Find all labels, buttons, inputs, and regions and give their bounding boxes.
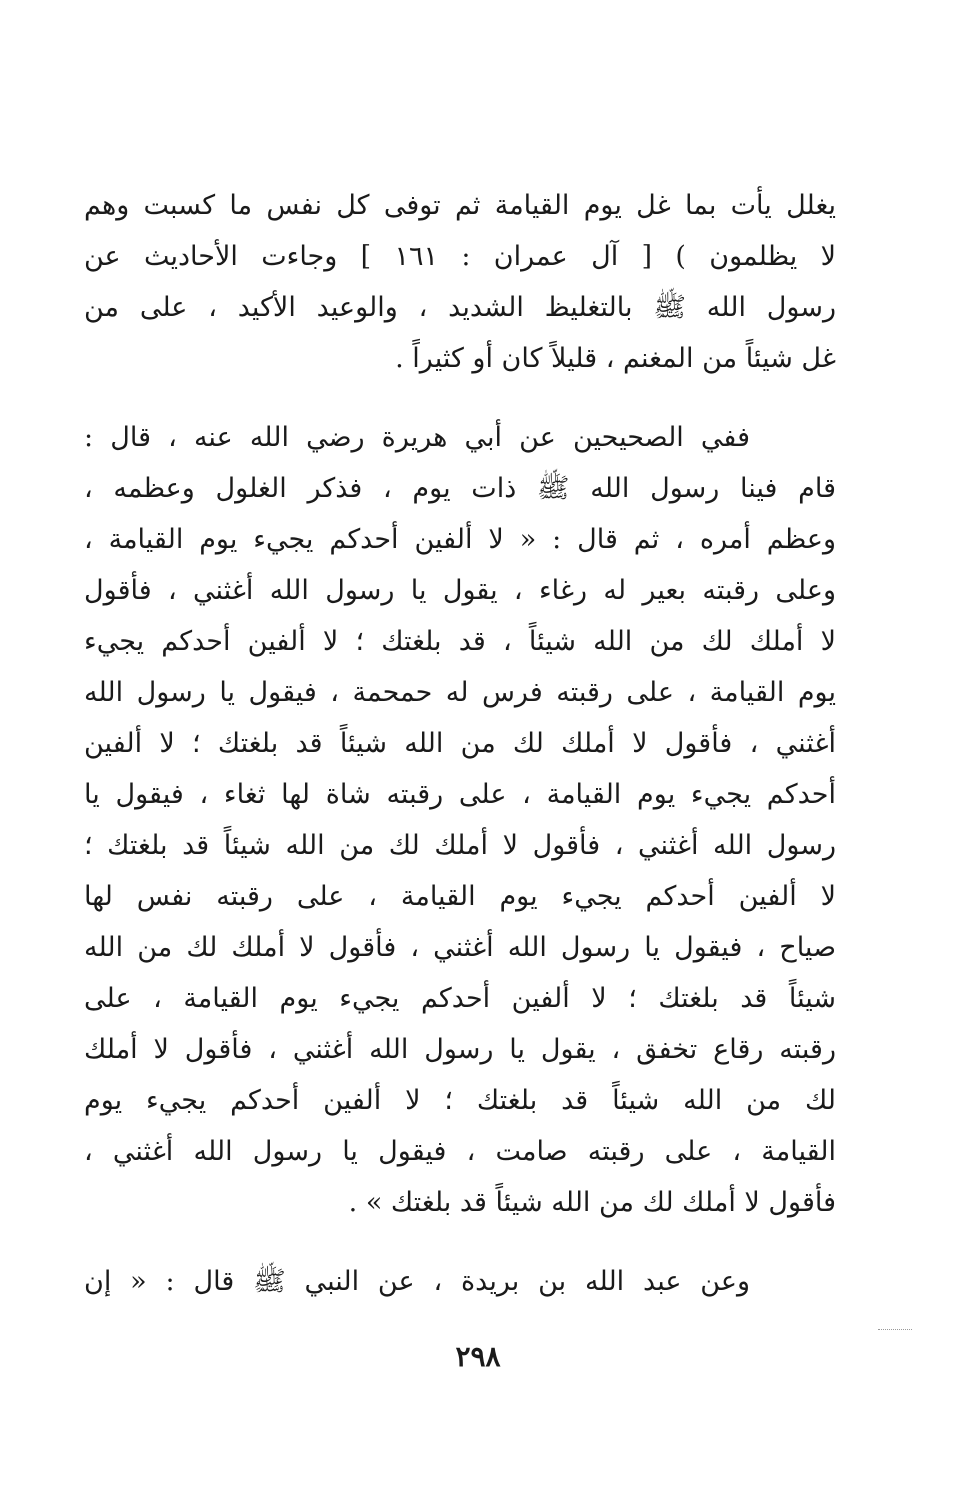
page-number: ٢٩٨ [455,1340,501,1373]
text-line: شيئاً قد بلغتك ؛ لا ألفين أحدكم يجيء يوم القيامة ، على [84,983,836,1014]
text-line: صياح ، فيقول يا رسول الله أغثني ، فأقول لا أملك لك من الله [84,932,836,963]
text-line: القيامة ، على رقبته صامت ، فيقول يا رسول الله أغثني ، [84,1136,836,1167]
text-line: وعن عبد الله بن بريدة ، عن النبي ﷺ قال : « إن [84,1266,750,1297]
text-line: أحدكم يجيء يوم القيامة ، على رقبته شاة لها ثغاء ، فيقول يا [84,779,836,810]
text-line: وعظم أمره ، ثم قال : « لا ألفين أحدكم يجيء يوم القيامة ، [84,524,836,555]
text-line: لا يظلمون ) [ آل عمران : ١٦١ ] وجاءت الأحاديث عن [84,241,836,272]
text-line: يوم القيامة ، على رقبته فرس له حمحمة ، فيقول يا رسول الله [84,677,836,708]
text-line: غل شيئاً من المغنم ، قليلاً كان أو كثيراً . [395,343,836,374]
text-line: يغلل يأت بما غل يوم القيامة ثم توفى كل نفس ما كسبت وهم [84,190,836,221]
text-line: فأقول لا أملك لك من الله شيئاً قد بلغتك » . [348,1187,836,1218]
scan-mark [878,1329,912,1332]
paragraph-2 [84,412,836,1228]
text-line: رسول الله أغثني ، فأقول لا أملك لك من الله شيئاً قد بلغتك ؛ [84,830,836,861]
text-line: لك من الله شيئاً قد بلغتك ؛ لا ألفين أحدكم يجيء يوم [84,1085,836,1116]
text-line: وعلى رقبته بعير له رغاء ، يقول يا رسول الله أغثني ، فأقول [84,575,836,606]
paragraph-3 [84,1256,836,1307]
text-line: قام فينا رسول الله ﷺ ذات يوم ، فذكر الغلول وعظمه ، [84,473,836,504]
text-line: ففي الصحيحين عن أبي هريرة رضي الله عنه ، قال : [84,422,750,453]
text-line: رقبته رقاع تخفق ، يقول يا رسول الله أغثني ، فأقول لا أملك [84,1034,836,1065]
text-line: رسول الله ﷺ بالتغليظ الشديد ، والوعيد الأكيد ، على من [84,292,836,323]
paragraph-1 [84,180,836,384]
text-line: لا ألفين أحدكم يجيء يوم القيامة ، على رقبته نفس لها [84,881,836,912]
text-line: لا أملك لك من الله شيئاً ، قد بلغتك ؛ لا ألفين أحدكم يجيء [84,626,836,657]
text-line: أغثني ، فأقول لا أملك لك من الله شيئاً قد بلغتك ؛ لا ألفين [84,728,836,759]
